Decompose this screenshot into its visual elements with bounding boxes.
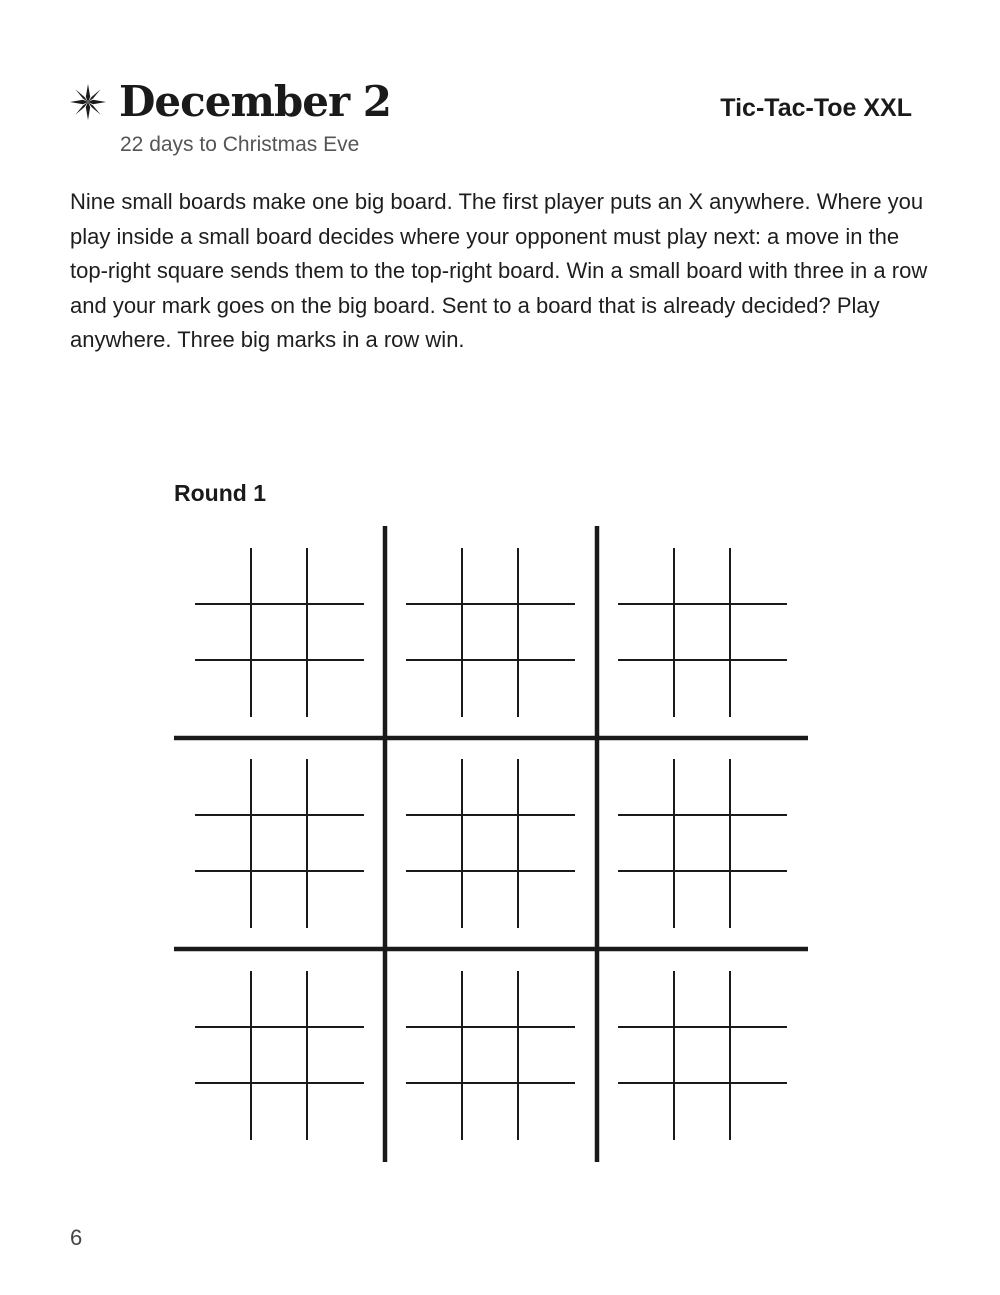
small-board-cell[interactable] xyxy=(462,971,518,1027)
small-board-cell[interactable] xyxy=(251,1084,307,1140)
small-board-cell[interactable] xyxy=(308,1027,364,1083)
small-board-cell[interactable] xyxy=(618,971,674,1027)
small-board-cell[interactable] xyxy=(195,971,251,1027)
small-board-cell[interactable] xyxy=(462,1084,518,1140)
small-board-cell[interactable] xyxy=(462,872,518,928)
small-board-cell[interactable] xyxy=(674,548,730,604)
small-board-cell[interactable] xyxy=(308,548,364,604)
small-board-cell[interactable] xyxy=(519,815,575,871)
small-board-cell[interactable] xyxy=(195,872,251,928)
small-board-cell[interactable] xyxy=(195,1027,251,1083)
small-board-cell[interactable] xyxy=(519,661,575,717)
small-board-cell[interactable] xyxy=(674,1027,730,1083)
small-board-cell[interactable] xyxy=(618,759,674,815)
small-board[interactable] xyxy=(618,548,787,717)
small-board-cell[interactable] xyxy=(462,661,518,717)
small-board-cell[interactable] xyxy=(731,1084,787,1140)
small-board-cell[interactable] xyxy=(308,971,364,1027)
small-board-cell[interactable] xyxy=(195,548,251,604)
round-label: Round 1 xyxy=(174,480,266,506)
small-board-cell[interactable] xyxy=(251,548,307,604)
small-board-cell[interactable] xyxy=(406,661,462,717)
small-board-cell[interactable] xyxy=(462,548,518,604)
small-board-cell[interactable] xyxy=(731,548,787,604)
small-board-cell[interactable] xyxy=(251,661,307,717)
small-board-cell[interactable] xyxy=(308,759,364,815)
small-board-cell[interactable] xyxy=(462,759,518,815)
small-board-cell[interactable] xyxy=(251,604,307,660)
small-board-cell[interactable] xyxy=(406,604,462,660)
small-board-cell[interactable] xyxy=(406,971,462,1027)
game-instructions: Nine small boards make one big board. The first player puts an X anywhere. Where you play inside a small board decides where your opponent must play next: a move in the top-right square sends them to the top-right board. Win a small board with three in a row and your mark goes on the big board. Sent to a board that is already decided? Play anywhere. Three big marks in a row win. xyxy=(70,189,928,352)
small-board-cell[interactable] xyxy=(308,872,364,928)
small-board-cell[interactable] xyxy=(674,971,730,1027)
small-board-cell[interactable] xyxy=(674,815,730,871)
small-board-cell[interactable] xyxy=(731,759,787,815)
small-board-cell[interactable] xyxy=(406,1084,462,1140)
small-board-cell[interactable] xyxy=(519,872,575,928)
small-board-cell[interactable] xyxy=(618,815,674,871)
small-board-cell[interactable] xyxy=(462,604,518,660)
game-name: Tic-Tac-Toe XXL xyxy=(720,94,912,122)
page-number: 6 xyxy=(70,1225,83,1250)
small-board-cell[interactable] xyxy=(674,661,730,717)
small-board-cell[interactable] xyxy=(406,548,462,604)
small-board-cell[interactable] xyxy=(618,872,674,928)
small-board-cell[interactable] xyxy=(462,1027,518,1083)
small-board-cell[interactable] xyxy=(674,759,730,815)
small-board-cell[interactable] xyxy=(406,815,462,871)
small-board-cell[interactable] xyxy=(519,548,575,604)
small-board-cell[interactable] xyxy=(618,604,674,660)
small-board-cell[interactable] xyxy=(406,1027,462,1083)
small-board-cell[interactable] xyxy=(462,815,518,871)
small-board-cell[interactable] xyxy=(731,872,787,928)
small-board-cell[interactable] xyxy=(251,1027,307,1083)
small-board-cell[interactable] xyxy=(731,661,787,717)
small-board-cell[interactable] xyxy=(618,548,674,604)
small-board[interactable] xyxy=(406,971,575,1140)
small-board-cell[interactable] xyxy=(731,971,787,1027)
small-board-cell[interactable] xyxy=(519,1084,575,1140)
small-board-cell[interactable] xyxy=(251,971,307,1027)
small-board[interactable] xyxy=(406,548,575,717)
small-board[interactable] xyxy=(618,971,787,1140)
small-board-cell[interactable] xyxy=(251,815,307,871)
small-board-cell[interactable] xyxy=(308,815,364,871)
small-board-cell[interactable] xyxy=(618,661,674,717)
small-board-cell[interactable] xyxy=(308,1084,364,1140)
small-board[interactable] xyxy=(618,759,787,928)
small-board-cell[interactable] xyxy=(251,759,307,815)
small-board-cell[interactable] xyxy=(406,759,462,815)
small-board-cell[interactable] xyxy=(195,815,251,871)
small-board-cell[interactable] xyxy=(406,872,462,928)
small-board-cell[interactable] xyxy=(618,1084,674,1140)
small-board-cell[interactable] xyxy=(731,815,787,871)
small-board-cell[interactable] xyxy=(519,604,575,660)
page-subtitle: 22 days to Christmas Eve xyxy=(120,133,360,156)
small-board-cell[interactable] xyxy=(195,759,251,815)
small-board-cell[interactable] xyxy=(251,872,307,928)
small-board-cell[interactable] xyxy=(195,661,251,717)
small-board[interactable] xyxy=(195,971,364,1140)
small-board-cell[interactable] xyxy=(674,872,730,928)
small-board[interactable] xyxy=(406,759,575,928)
small-board-cell[interactable] xyxy=(674,604,730,660)
small-board-cell[interactable] xyxy=(674,1084,730,1140)
small-board-cell[interactable] xyxy=(618,1027,674,1083)
page-title: December 2 xyxy=(119,77,391,126)
small-board-cell[interactable] xyxy=(195,1084,251,1140)
small-board-cell[interactable] xyxy=(731,604,787,660)
small-board-cell[interactable] xyxy=(308,604,364,660)
small-board-cell[interactable] xyxy=(519,759,575,815)
small-board[interactable] xyxy=(195,548,364,717)
small-board-cell[interactable] xyxy=(519,971,575,1027)
small-board-cell[interactable] xyxy=(519,1027,575,1083)
small-board-cell[interactable] xyxy=(731,1027,787,1083)
small-board-cell[interactable] xyxy=(195,604,251,660)
small-board-cell[interactable] xyxy=(308,661,364,717)
small-board[interactable] xyxy=(195,759,364,928)
